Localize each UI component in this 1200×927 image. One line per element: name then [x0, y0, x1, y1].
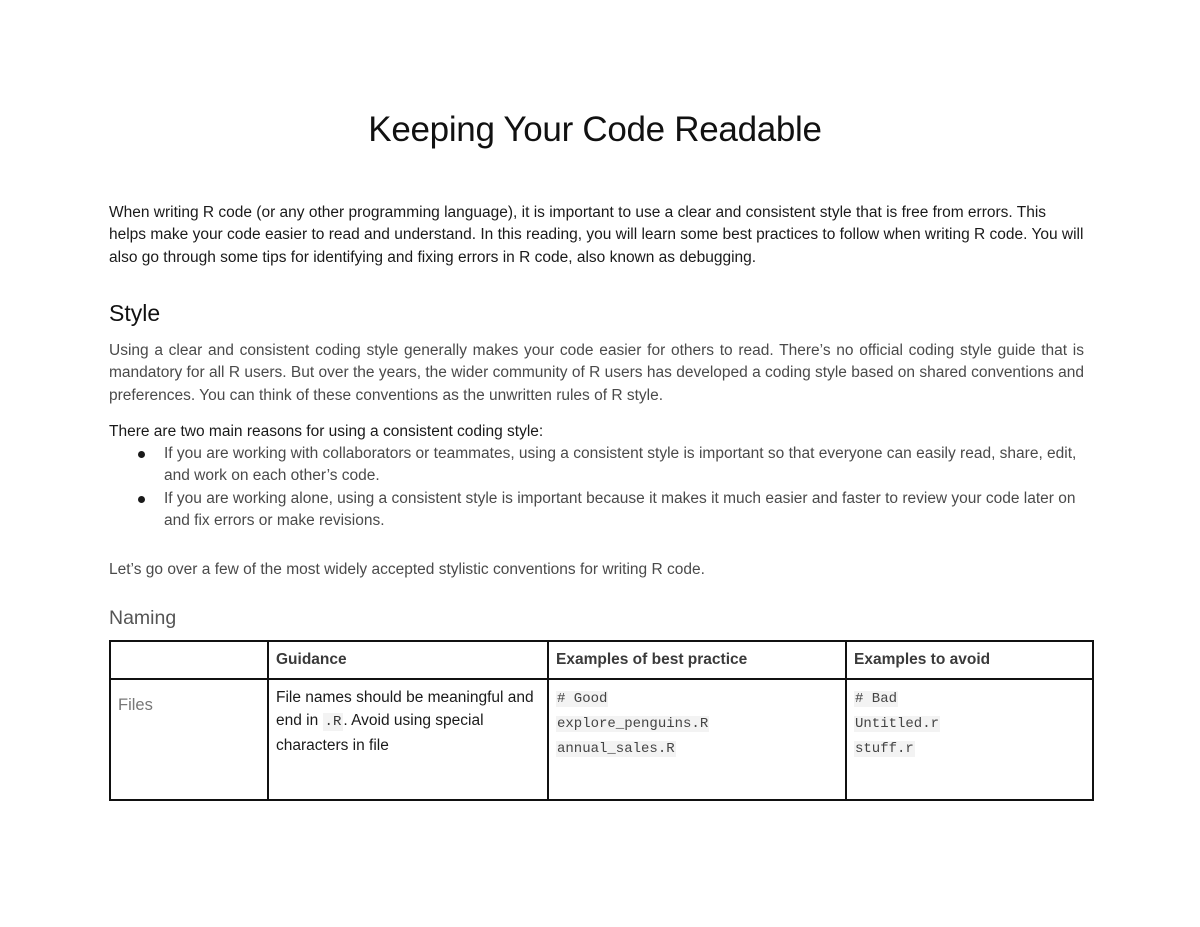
code-line — [854, 686, 1085, 711]
code-text: # Good — [557, 691, 608, 707]
list-item-text: If you are working alone, using a consistent style is important because it makes it much easier and faster to review your code later on and fix errors or make revisions. — [164, 489, 1076, 529]
code-line — [556, 686, 838, 711]
table-cell-avoid — [846, 679, 1093, 800]
bullet-icon — [138, 496, 145, 503]
table-row-label: Files — [110, 679, 268, 800]
bullet-icon — [138, 451, 145, 458]
table-row — [110, 679, 1093, 800]
code-line — [854, 736, 1085, 761]
table-cell-best-practice — [548, 679, 846, 800]
code-text: Untitled.r — [855, 716, 940, 732]
code-text: explore_penguins.R — [557, 716, 709, 732]
code-line — [854, 711, 1085, 736]
code-text: annual_sales.R — [557, 741, 675, 757]
reasons-lead-text: There are two main reasons for using a consistent coding style: — [109, 423, 544, 440]
guidance-text-start: File names should be meaningful and end in — [276, 689, 534, 729]
inline-code: .R — [324, 714, 342, 730]
reasons-list — [109, 443, 1084, 532]
table-header-row — [110, 641, 1093, 679]
style-paragraph: Using a clear and consistent coding style generally makes your code easier for others to read. There’s no official coding style guide that is mandatory for all R users. But over the years, the wider community of R users has developed a coding style based on shared conventions and preferences. You can think of these conventions as the unwritten rules of R style. — [109, 342, 1084, 404]
table-header-guidance: Guidance — [268, 641, 548, 679]
code-line — [556, 736, 838, 761]
subsection-heading-naming: Naming — [109, 607, 177, 629]
list-item — [109, 488, 1084, 533]
list-item — [109, 443, 1084, 488]
page-title: Keeping Your Code Readable — [368, 110, 822, 149]
code-line — [556, 711, 838, 736]
naming-table — [109, 640, 1094, 801]
code-text: stuff.r — [855, 741, 914, 757]
code-text: # Bad — [855, 691, 898, 707]
section-heading-style: Style — [109, 300, 161, 326]
guidance-text-end: . Avoid using special characters in file — [276, 712, 484, 754]
lets-go-paragraph: Let’s go over a few of the most widely accepted stylistic conventions for writing R code. — [109, 561, 705, 578]
table-header-avoid: Examples to avoid — [846, 641, 1093, 679]
intro-paragraph: When writing R code (or any other programming language), it is important to use a clear and consistent style that is free from errors. This helps make your code easier to read and understand. In this reading, you will learn some best practices to follow when writing R code. You will also go through some tips for identifying and fixing errors in R code, also known as debugging. — [109, 204, 1084, 266]
table-header-empty — [110, 641, 268, 679]
table-header-best-practice: Examples of best practice — [548, 641, 846, 679]
list-item-text: If you are working with collaborators or teammates, using a consistent style is important so that everyone can easily read, share, edit, and work on each other’s code. — [164, 445, 1077, 485]
table-cell-guidance — [268, 679, 548, 800]
